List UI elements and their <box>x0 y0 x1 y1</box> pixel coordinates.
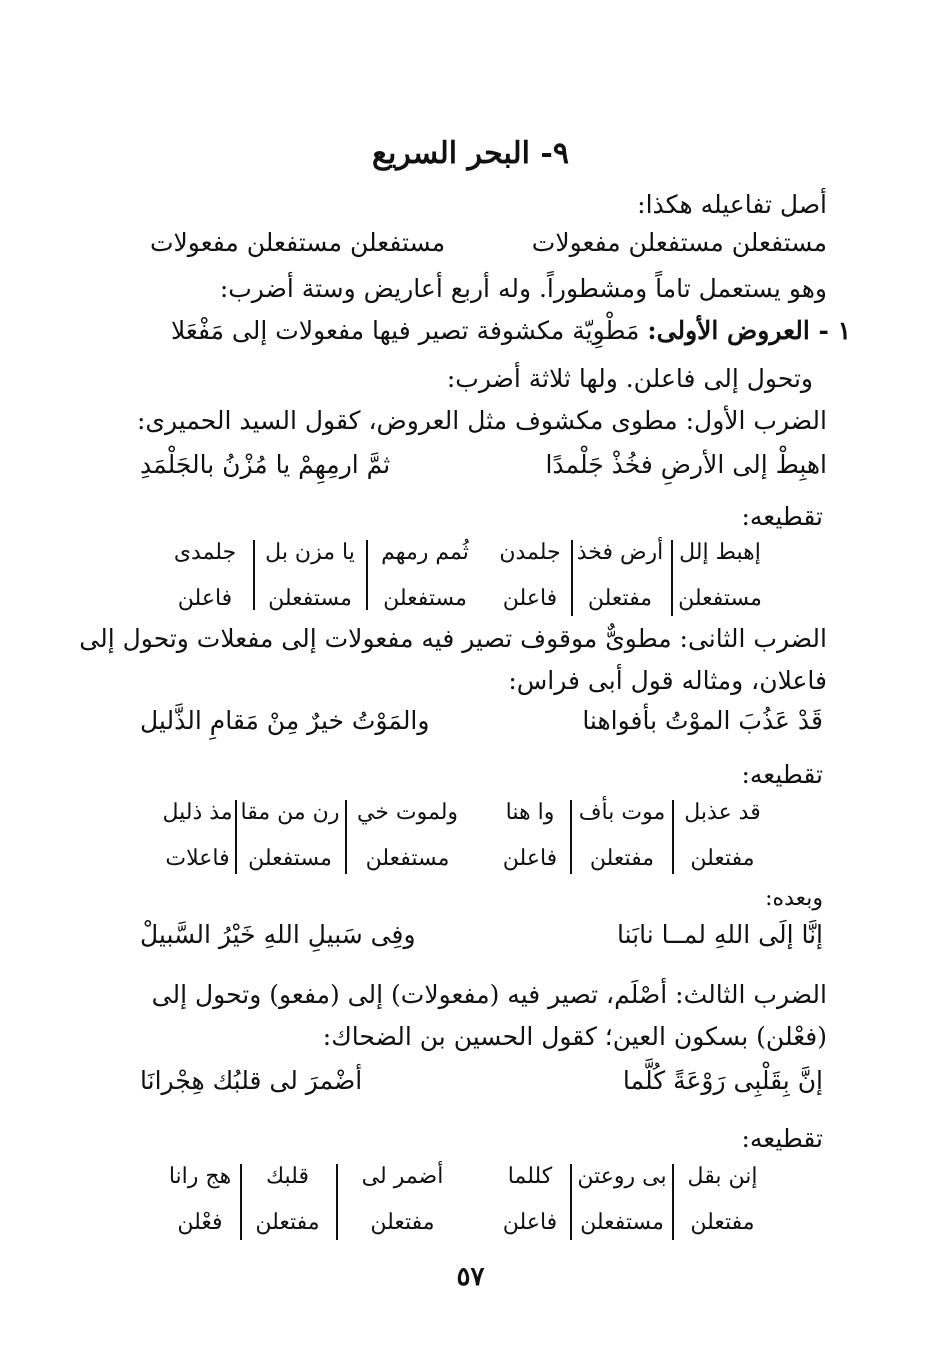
darb3-cont: (فعْلن) بسكون العين؛ كقول الحسين بن الضحاك: <box>322 1022 827 1051</box>
scan-divider <box>336 1164 338 1240</box>
scan-cell: موت بأف <box>578 800 666 825</box>
scan-cell: مستفعلن <box>268 586 352 611</box>
darb3-verse-left: أضْمرَ لى قلبُك هِجْرانَا <box>140 1066 363 1095</box>
darb2-scan-label: تقطيعه: <box>741 760 823 789</box>
arud1-line <box>171 316 851 345</box>
scan-divider <box>345 800 347 874</box>
scan-cell: فاعلن <box>502 846 558 871</box>
scan-cell: إنن بقل <box>687 1164 758 1189</box>
scan-cell: قد عذبل <box>684 800 761 825</box>
scan-cell: يا مزن بل <box>265 540 355 565</box>
scan-cell: مستفعلن <box>678 586 762 611</box>
darb1-verse-right: اهبِطْ إلى الأرضِ فخُذْ جَلْمدًا <box>545 450 827 479</box>
scan-divider <box>570 800 572 874</box>
darb2-scansion-table <box>160 800 770 880</box>
scan-cell: جلمدن <box>499 540 561 565</box>
scan-cell: ولموت خي <box>356 800 459 825</box>
scan-cell: مستفعلن <box>580 1210 664 1235</box>
scan-cell: مفتعلن <box>589 846 655 871</box>
arud1-heading: ١ - العروض الأولى: <box>647 316 851 345</box>
scan-cell: جلمدى <box>173 540 237 565</box>
scan-cell: مفتعلن <box>587 586 653 611</box>
scan-cell: بى روعتن <box>577 1164 667 1189</box>
darb3-verse-right: إنَّ بِقَلْبِى رَوْعَةً كُلَّما <box>622 1066 823 1095</box>
darb2-verse2-left: وفِى سَبيلِ اللهِ خَيْرُ السَّبيلْ <box>140 920 416 949</box>
scan-cell: كللما <box>507 1164 553 1189</box>
scan-cell: فاعلن <box>502 586 558 611</box>
scan-cell: رن من مقا <box>240 800 340 825</box>
scan-cell: إهبط إلل <box>679 540 761 565</box>
scan-cell: فاعلن <box>177 586 233 611</box>
scan-divider <box>253 540 255 610</box>
darb3-scansion-table <box>160 1164 770 1244</box>
scan-cell: مستفعلن <box>365 846 450 871</box>
scan-cell: فعْلن <box>177 1210 223 1235</box>
scan-cell: قلبك <box>266 1164 309 1189</box>
scan-cell: مستفعلن <box>248 846 332 871</box>
scan-cell: أرض فخذ <box>576 540 664 565</box>
scan-cell: مفتعلن <box>690 846 755 871</box>
scan-cell: فاعلات <box>165 846 230 871</box>
scan-cell: ثُمم رمهم <box>381 540 469 565</box>
darb1-text: الضرب الأول: مطوى مكشوف مثل العروض، كقول السيد الحميرى: <box>136 406 827 435</box>
scan-divider <box>366 540 368 610</box>
basic-meter-left: مستفعلن مستفعلن مفعولات <box>150 228 446 257</box>
darb1-scansion-table <box>160 540 770 620</box>
scan-divider <box>570 1164 572 1240</box>
scan-cell: مفتعلن <box>370 1210 435 1235</box>
scan-cell: مستفعلن <box>383 586 467 611</box>
usage-line: وهو يستعمل تاماً ومشطوراً. وله أربع أعاريض وستة أضرب: <box>219 274 827 303</box>
scan-cell: فاعلن <box>502 1210 558 1235</box>
darb2-verse-right: قَدْ عَذُبَ الموْتُ بأفواهنا <box>582 706 823 735</box>
arud1-text: مَطْوِيّة مكشوفة تصير فيها مفعولات إلى مَفْعَلا <box>170 316 640 345</box>
darb3-text: الضرب الثالث: أصْلَم، تصير فيه (مفعولات) إلى (مفعو) وتحول إلى <box>151 980 827 1009</box>
scan-divider <box>235 800 237 874</box>
darb2-verse2-right: إنَّا إلَى اللهِ لمــا نابَنا <box>617 920 823 949</box>
scan-cell: مفتعلن <box>690 1210 755 1235</box>
scan-cell: وا هنا <box>505 800 555 825</box>
arud1-cont: وتحول إلى فاعلن. ولها ثلاثة أضرب: <box>446 364 813 393</box>
scan-cell: هج رانا <box>168 1164 232 1189</box>
darb2-text: الضرب الثانى: مطوىٌّ موقوف تصير فيه مفعولات إلى مفعلات وتحول إلى <box>79 624 827 653</box>
darb2-after-label: وبعده: <box>765 886 823 911</box>
darb2-verse-left: والمَوْتُ خيرٌ مِنْ مَقامِ الذَّليل <box>140 706 430 735</box>
section-title: ٩- البحر السريع <box>371 136 570 171</box>
basic-meter-right: مستفعلن مستفعلن مفعولات <box>531 228 827 257</box>
darb2-cont: فاعلان، ومثاله قول أبى فراس: <box>508 666 827 695</box>
scan-cell: مذ ذليل <box>162 800 233 825</box>
darb1-verse-left: ثمَّ ارمِهِمْ يا مُزْنُ بالجَلْمَدِ <box>140 450 391 479</box>
intro-line: أصل تفاعيله هكذا: <box>637 190 827 219</box>
scan-cell: أضمر لى <box>361 1164 444 1189</box>
scan-divider <box>240 1164 242 1240</box>
scan-divider <box>671 540 673 616</box>
darb1-scan-label: تقطيعه: <box>741 502 823 531</box>
scan-divider <box>672 1164 674 1240</box>
page-number: ٥٧ <box>456 1262 485 1292</box>
scan-cell: مفتعلن <box>255 1210 320 1235</box>
scan-divider <box>571 540 573 616</box>
darb3-scan-label: تقطيعه: <box>741 1124 823 1153</box>
scan-divider <box>672 800 674 874</box>
